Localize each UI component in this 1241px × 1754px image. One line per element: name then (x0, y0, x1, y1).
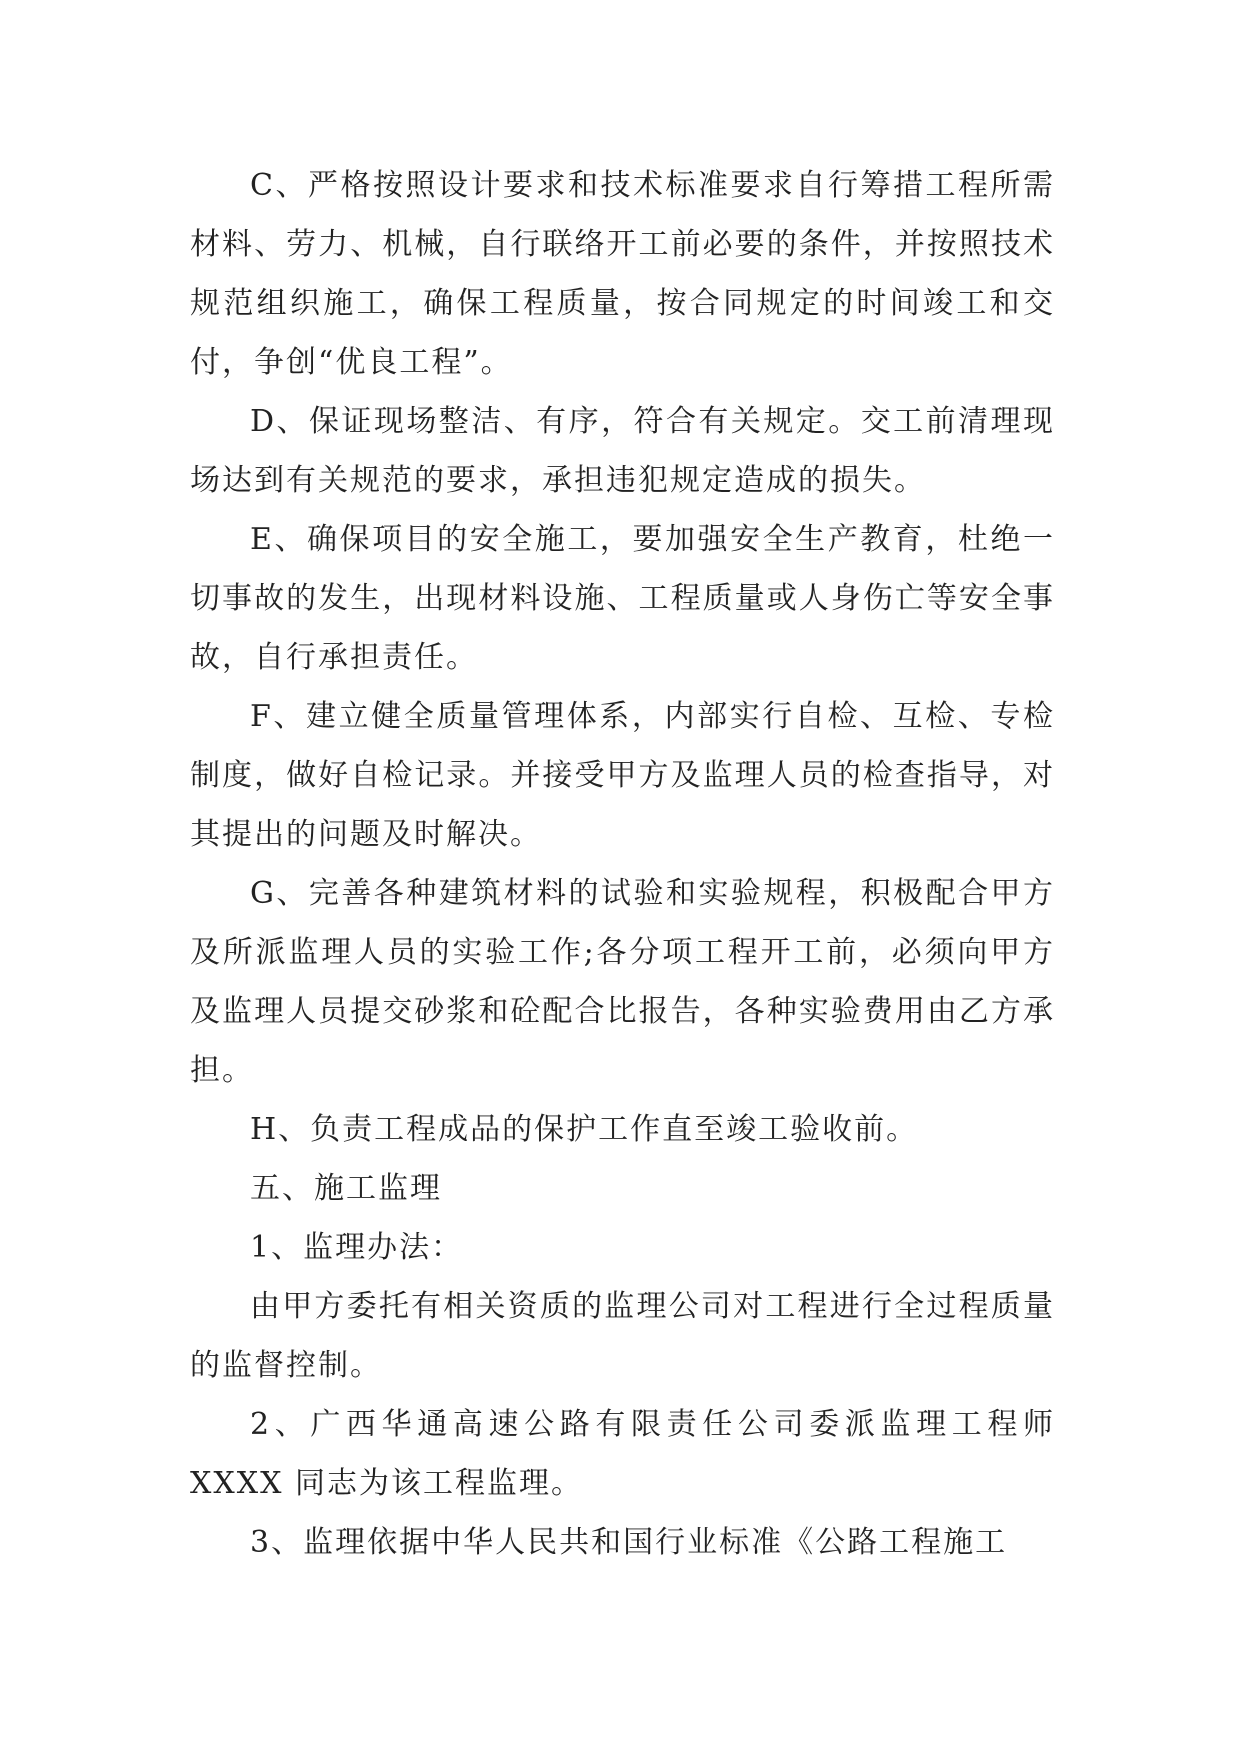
clause-e: E、确保项目的安全施工，要加强安全生产教育，杜绝一切事故的发生，出现材料设施、工程质量或人身伤亡等安全事故，自行承担责任。 (190, 522, 1055, 675)
subsection-heading: 1、监理办法： (250, 1230, 464, 1265)
section-heading: 五、施工监理 (250, 1171, 442, 1206)
clause-d: D、保证现场整洁、有序，符合有关规定。交工前清理现场达到有关规范的要求，承担违犯规定造成的损失。 (190, 404, 1055, 498)
clause-f: F、建立健全质量管理体系，内部实行自检、互检、专检制度，做好自检记录。并接受甲方及监理人员的检查指导，对其提出的问题及时解决。 (190, 699, 1055, 852)
supervision-method-text: 由甲方委托有相关资质的监理公司对工程进行全过程质量的监督控制。 (190, 1289, 1055, 1383)
clause-c: C、严格按照设计要求和技术标准要求自行筹措工程所需材料、劳力、机械，自行联络开工前必要的条件，并按照技术规范组织施工，确保工程质量，按合同规定的时间竣工和交付，争创“优良工程”。 (190, 168, 1055, 380)
clause-g: G、完善各种建筑材料的试验和实验规程，积极配合甲方及所派监理人员的实验工作;各分项工程开工前，必须向甲方及监理人员提交砂浆和砼配合比报告，各种实验费用由乙方承担。 (190, 876, 1055, 1088)
clause-h: H、负责工程成品的保护工作直至竣工验收前。 (250, 1112, 919, 1147)
supervisor-appointment-text: 2、广西华通高速公路有限责任公司委派监理工程师XXXX 同志为该工程监理。 (190, 1407, 1055, 1501)
supervision-basis-text: 3、监理依据中华人民共和国行业标准《公路工程施工 (250, 1525, 1008, 1560)
document-body (190, 156, 1055, 1572)
